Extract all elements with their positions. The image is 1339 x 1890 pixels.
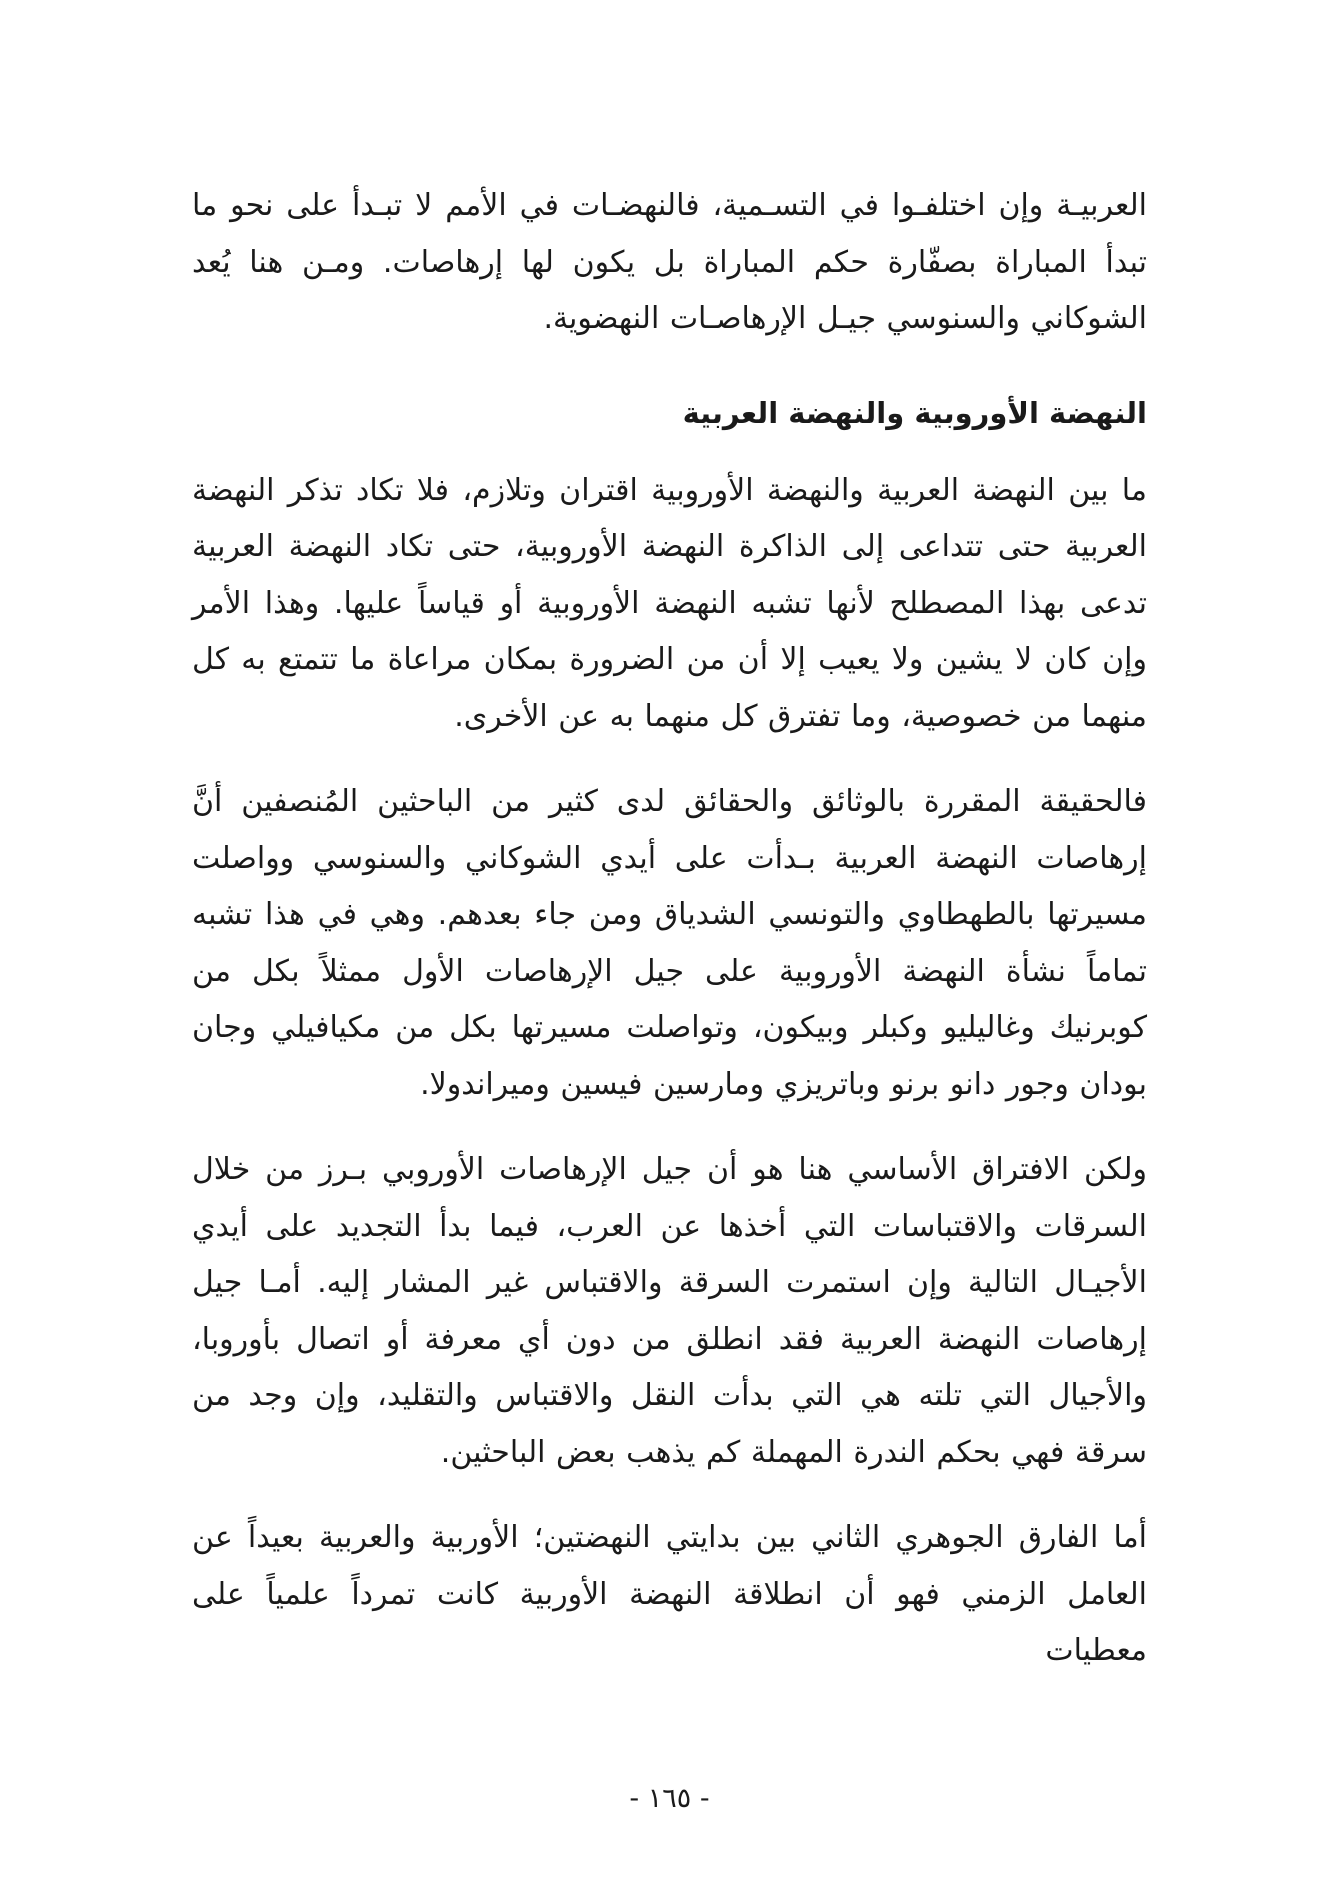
paragraph-2: فالحقيقة المقررة بالوثائق والحقائق لدى كثير من الباحثين المُنصفين أنَّ إرهاصات النهضة العربية بـدأت على أيدي الشوكاني والسنوسي وواصلت مسيرتها بالطهطاوي والتونسي الشدياق ومن جاء بعدهم. وهي في هذا تشبه تماماً نشأة النهضة الأوروبية على جيل الإرهاصات الأول ممثلاً بكل من كوبرنيك وغاليليو وكبلر وبيكون، وتواصلت مسيرتها بكل من مكيافيلي وجان بودان وجور دانو برنو وباتريزي ومارسين فيسين وميراندولا. (192, 784, 1147, 1102)
paragraph-intro: العربيـة وإن اختلفـوا في التسـمية، فالنهضـات في الأمم لا تبـدأ على نحو ما تبدأ المباراة بصفّارة حكم المباراة بل يكون لها إرهاصات. ومـن هنا يُعد الشوكاني والسنوسي جيـل الإرهاصـات النهضوية. (192, 188, 1147, 336)
page-number: - ١٦٥ - (629, 1783, 710, 1814)
paragraph-1: ما بين النهضة العربية والنهضة الأوروبية اقتران وتلازم، فلا تكاد تذكر النهضة العربية حتى تتداعى إلى الذاكرة النهضة الأوروبية، حتى تكاد النهضة العربية تدعى بهذا المصطلح لأنها تشبه النهضة الأوروبية أو قياساً عليها. وهذا الأمر وإن كان لا يشين ولا يعيب إلا أن من الضرورة بمكان مراعاة ما تتمتع به كل منهما من خصوصية، وما تفترق كل منهما به عن الأخرى. (192, 472, 1147, 734)
paragraph-4: أما الفارق الجوهري الثاني بين بدايتي النهضتين؛ الأوربية والعربية بعيداً عن العامل الزمني فهو أن انطلاقة النهضة الأوربية كانت تمرداً علمياً على معطيات (192, 1520, 1147, 1668)
section-heading: النهضة الأوروبية والنهضة العربية (682, 395, 1147, 430)
page-body (192, 178, 1147, 1680)
paragraph-3: ولكن الافتراق الأساسي هنا هو أن جيل الإرهاصات الأوروبي بـرز من خلال السرقات والاقتباسات التي أخذها عن العرب، فيما بدأ التجديد على أيدي الأجيـال التالية وإن استمرت السرقة والاقتباس غير المشار إليه. أمـا جيل إرهاصات النهضة العربية فقد انطلق من دون أي معرفة أو اتصال بأوروبا، والأجيال التي تلته هي التي بدأت النقل والاقتباس والتقليد، وإن وجد من سرقة فهي بحكم الندرة المهملة كم يذهب بعض الباحثين. (192, 1152, 1147, 1470)
